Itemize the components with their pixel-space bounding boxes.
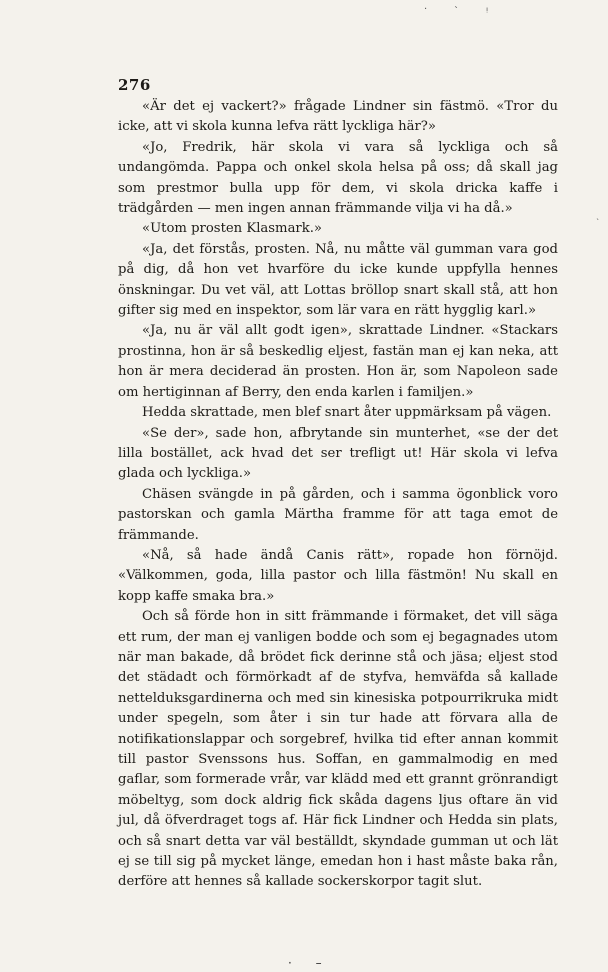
scan-speck: ᵎ (486, 4, 489, 18)
page-number: 276 (118, 76, 151, 94)
scan-speck: · (424, 4, 428, 15)
body-text (118, 97, 558, 893)
paragraph: «Se der», sade hon, afbrytande sin munterhet, «se der det lilla bostället, ack hvad det ser trefligt ut! Här skola vi lefva glada och lyckliga.» (118, 425, 558, 482)
paragraph: Chäsen svängde in på gården, och i samma ögonblick voro pastorskan och gamla Märtha framme för att taga emot de främmande. (118, 486, 558, 543)
scan-speck: ˋ (596, 218, 600, 227)
paragraph: Och så förde hon in sitt främmande i förmaket, det vill säga ett rum, der man ej vanligen bodde och som ej begagnades utom när man bakade, då brödet fick derinne stå och jäsa; eljest stod det städadt och förmörkadt af de styfva, hemväfda så kallade nettelduksgardinerna och med sin kinesiska potpourrikruka midt under spegeln, som åter i sin tur hade att förvara alla de notifikationslappar och sorgebref, hvilka tid efter annan kommit till pastor Svenssons hus. Soffan, en gammalmodig en med gaflar, som formerade vrår, var klädd med ett grannt grönrandigt möbeltyg, som dock aldrig fick skåda dagens ljus oftare än vid jul, då öfverdraget togs af. Här fick Lindner och Hedda sin plats, och så snart detta var väl beställdt, skyndade gumman ut och lät ej se till sig på mycket länge, emedan hon i hast måste baka rån, derföre att hennes så kallade sockerskorpor tagit slut. (118, 609, 558, 890)
paragraph: «Jo, Fredrik, här skola vi vara så lyckliga och så undangömda. Pappa och onkel skola helsa på oss; då skall jag som prestmor bulla upp för dem, vi skola dricka kaffe i trädgården — men ingen annan främmande vilja vi ha då.» (118, 139, 558, 217)
paragraph: «Ja, det förstås, prosten. Nå, nu måtte väl gumman vara god på dig, då hon vet hvarföre du icke kunde uppfylla hennes önskningar. Du vet väl, att Lottas bröllop snart skall stå, att hon gifter sig med en inspektor, som lär vara en rätt hygglig karl.» (118, 241, 558, 319)
paragraph: «Nå, så hade ändå Canis rätt», ropade hon förnöjd. «Välkommen, goda, lilla pastor och lilla fästmön! Nu skall en kopp kaffe smaka bra.» (118, 547, 558, 604)
paragraph: «Är det ej vackert?» frågade Lindner sin fästmö. «Tror du icke, att vi skola kunna lefva rätt lyckliga här?» (118, 99, 558, 135)
scan-bottom-mark: · – (288, 956, 332, 970)
paragraph: «Ja, nu är väl allt godt igen», skrattade Lindner. «Stackars prostinna, hon är så beskedlig eljest, fastän man ej kan neka, att hon är mera deciderad än prosten. Hon är, som Napoleon sade om hertiginnan af Berry, den enda karlen i familjen.» (118, 323, 558, 400)
paragraph: «Utom prosten Klasmark.» (142, 221, 322, 237)
scan-speck: ˋ (454, 6, 459, 17)
paragraph: Hedda skrattade, men blef snart åter uppmärksam på vägen. (142, 405, 552, 421)
